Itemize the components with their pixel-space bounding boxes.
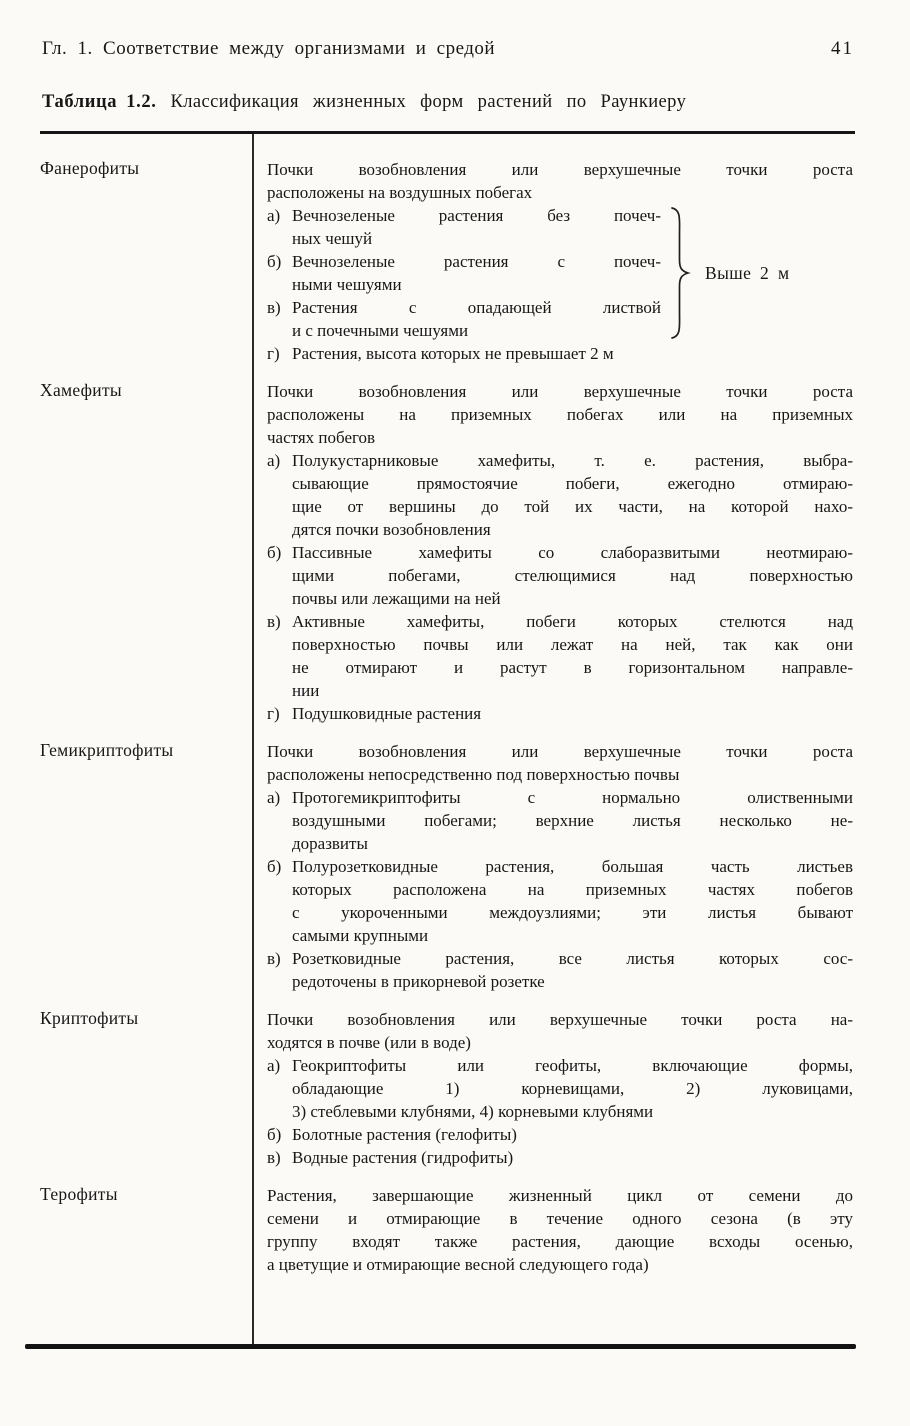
list-item xyxy=(267,250,661,296)
row-description: Почки возобновления или верхушечные точки роста расположены непосредственно под поверхностью почвы xyxy=(267,742,853,784)
item-text: Водные растения (гидрофиты) xyxy=(292,1148,514,1167)
list-item xyxy=(267,342,853,365)
list-item xyxy=(267,204,661,250)
item-label: в) xyxy=(267,949,281,968)
running-head xyxy=(42,38,854,60)
table-row-hemicryptophytes xyxy=(40,740,855,993)
item-label: а) xyxy=(267,788,281,807)
item-text: Вечнозеленые растения без почеч- ных чешуй xyxy=(292,206,661,248)
item-label: г) xyxy=(267,344,280,363)
item-text: Растения с опадающей листвой и с почечными чешуями xyxy=(292,298,661,340)
list-item xyxy=(267,449,853,541)
list-item xyxy=(267,1146,853,1169)
list-item xyxy=(267,541,853,610)
item-text: Полукустарниковые хамефиты, т. е. растения, выбра- сывающие прямостоячие побеги, ежегодно отмираю- щие от вершины до той их части, на которой нахо- дятся почки возобновления xyxy=(292,451,853,539)
list-item xyxy=(267,702,853,725)
list-item xyxy=(267,1054,853,1123)
item-text: Вечнозеленые растения с почеч- ными чешуями xyxy=(292,252,661,294)
row-description: Почки возобновления или верхушечные точки роста на- ходятся в почве (или в воде) xyxy=(267,1010,853,1052)
list-item xyxy=(267,947,853,993)
item-label: б) xyxy=(267,1125,282,1144)
table-row-chamaephytes xyxy=(40,380,855,725)
item-label: в) xyxy=(267,612,281,631)
row-description: Почки возобновления или верхушечные точки роста расположены на приземных побегах или на приземных частях побегов xyxy=(267,382,853,447)
item-label: б) xyxy=(267,543,282,562)
table-caption xyxy=(42,92,840,113)
term-cryptophytes: Криптофиты xyxy=(40,1008,139,1028)
item-text: Протогемикриптофиты с нормально олиственными воздушными побегами; верхние листья несколько не- доразвиты xyxy=(292,788,853,853)
list-item xyxy=(267,296,661,342)
item-label: а) xyxy=(267,206,281,225)
list-item xyxy=(267,855,853,947)
term-hemicryptophytes: Гемикриптофиты xyxy=(40,740,174,760)
item-label: б) xyxy=(267,252,282,271)
item-label: б) xyxy=(267,857,282,876)
item-label: в) xyxy=(267,298,281,317)
item-text: Розетковидные растения, все листья которых сос- редоточены в прикорневой розетке xyxy=(292,949,853,991)
item-text: Геокриптофиты или геофиты, включающие формы, обладающие 1) корневищами, 2) луковицами, 3) стеблевыми клубнями, 4) корневыми клубнями xyxy=(292,1056,853,1121)
table-caption-text: Классификация жизненных форм растений по Раункиеру xyxy=(170,92,687,112)
top-rule xyxy=(40,131,855,134)
table-row-cryptophytes xyxy=(40,1008,855,1169)
item-label: г) xyxy=(267,704,280,723)
column-divider xyxy=(252,134,254,1346)
list-item xyxy=(267,1123,853,1146)
row-description: Растения, завершающие жизненный цикл от семени до семени и отмирающие в течение одного сезона (в эту группу входят также растения, дающие всходы осенью, а цветущие и отмирающие весной следующего года) xyxy=(267,1186,853,1274)
page-number: 41 xyxy=(831,38,854,59)
table-row-therophytes xyxy=(40,1184,855,1276)
list-item xyxy=(267,786,853,855)
term-chamaephytes: Хамефиты xyxy=(40,380,122,400)
item-text: Полурозетковидные растения, большая часть листьев которых расположена на приземных частях побегов с укороченными междоузлиями; эти листья бывают самыми крупными xyxy=(292,857,853,945)
item-label: а) xyxy=(267,1056,281,1075)
item-text: Подушковидные растения xyxy=(292,704,482,723)
item-text: Болотные растения (гелофиты) xyxy=(292,1125,517,1144)
classification-table xyxy=(40,131,855,1349)
chapter-title: Гл. 1. Соответствие между организмами и средой xyxy=(42,38,496,59)
term-therophytes: Терофиты xyxy=(40,1184,118,1204)
item-text: Растения, высота которых не превышает 2 м xyxy=(292,344,614,363)
bottom-rule xyxy=(25,1344,856,1349)
table-row-phanerophytes xyxy=(40,158,855,365)
list-item xyxy=(267,610,853,702)
table-caption-label: Таблица 1.2. xyxy=(42,92,157,112)
term-phanerophytes: Фанерофиты xyxy=(40,158,140,178)
item-text: Пассивные хамефиты со слаборазвитыми неотмираю- щими побегами, стелющимися над поверхностью почвы или лежащими на ней xyxy=(292,543,853,608)
item-label: а) xyxy=(267,451,281,470)
braced-group xyxy=(267,204,853,342)
row-description: Почки возобновления или верхушечные точки роста расположены на воздушных побегах xyxy=(267,160,853,202)
brace-label: Выше 2 м xyxy=(705,262,790,283)
item-text: Активные хамефиты, побеги которых стелются над поверхностью почвы или лежат на ней, так как они не отмирают и растут в горизонтальном направле- нии xyxy=(292,612,853,700)
item-label: в) xyxy=(267,1148,281,1167)
curly-brace-icon xyxy=(669,204,691,342)
